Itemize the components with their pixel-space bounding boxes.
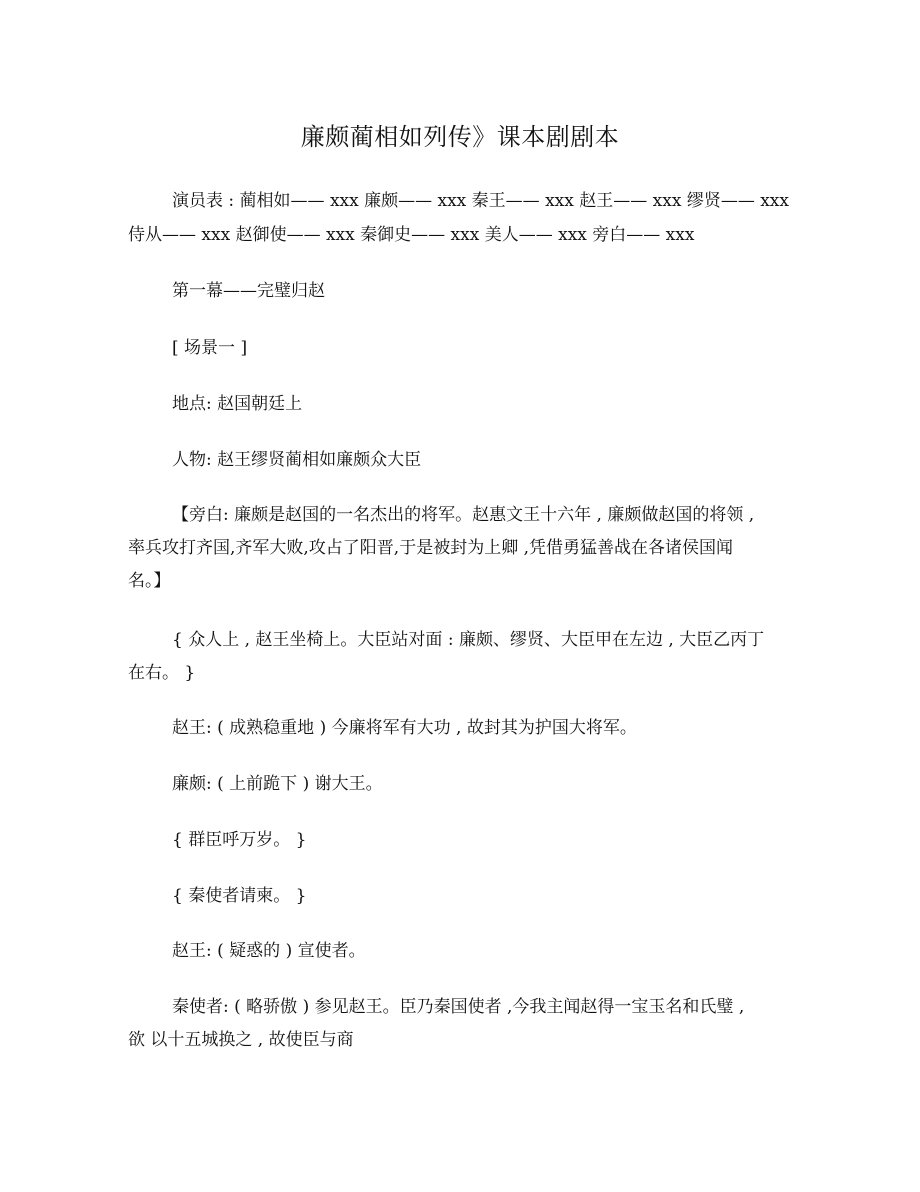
dialogue-zhao-1: 赵王: ( 成熟稳重地 ) 今廉将军有大功 , 故封其为护国大将军。 — [172, 718, 637, 738]
dialogue-qin-line-1: 秦使者: ( 略骄傲 ) 参见赵王。臣乃秦国使者 ,今我主闻赵得一宝玉名和氏璧 , — [172, 997, 745, 1017]
characters-line: 人物: 赵王缪贤蔺相如廉颇众大臣 — [172, 450, 422, 470]
location-line: 地点: 赵国朝廷上 — [172, 394, 303, 414]
dialogue-zhao-2: 赵王: ( 疑惑的 ) 宣使者。 — [172, 941, 366, 961]
cast-list-line-1: 演员表 : 蔺相如—— xxx 廉颇—— xxx 秦王—— xxx 赵王—— xxx 缪贤—— xxx — [172, 191, 789, 211]
act-heading: 第一幕——完璧归赵 — [172, 281, 325, 301]
cast-list-line-2: 侍从—— xxx 赵御使—— xxx 秦御史—— xxx 美人—— xxx 旁白—— xxx — [128, 225, 695, 245]
narration-line-3: 名。】 — [128, 571, 171, 591]
stage-direction-3: { 秦使者请柬。 } — [172, 886, 307, 906]
dialogue-lian: 廉颇: ( 上前跪下 ) 谢大王。 — [172, 774, 383, 794]
stage-direction-1-line-2: 在右。 } — [128, 663, 196, 683]
stage-direction-2: { 群臣呼万岁。 } — [172, 830, 307, 850]
document-title: 廉颇蔺相如列传》课本剧剧本 — [300, 123, 620, 151]
dialogue-qin-line-2: 欲 以十五城换之 , 故使臣与商 — [128, 1030, 354, 1050]
scene-heading: [ 场景一 ] — [172, 338, 248, 358]
narration-line-1: 【旁白: 廉颇是赵国的一名杰出的将军。赵惠文王十六年 , 廉颇做赵国的将领 , — [172, 505, 755, 525]
stage-direction-1-line-1: { 众人上 , 赵王坐椅上。大臣站对面 : 廉颇、缪贤、大臣甲在左边 , 大臣乙丙丁 — [172, 630, 765, 650]
cast-list-paragraph-cont — [128, 220, 788, 251]
cast-list-paragraph — [172, 186, 832, 217]
narration-line-2: 率兵攻打齐国,齐军大败,攻占了阳晋,于是被封为上卿 ,凭借勇猛善战在各诸侯国闻 — [128, 538, 734, 558]
